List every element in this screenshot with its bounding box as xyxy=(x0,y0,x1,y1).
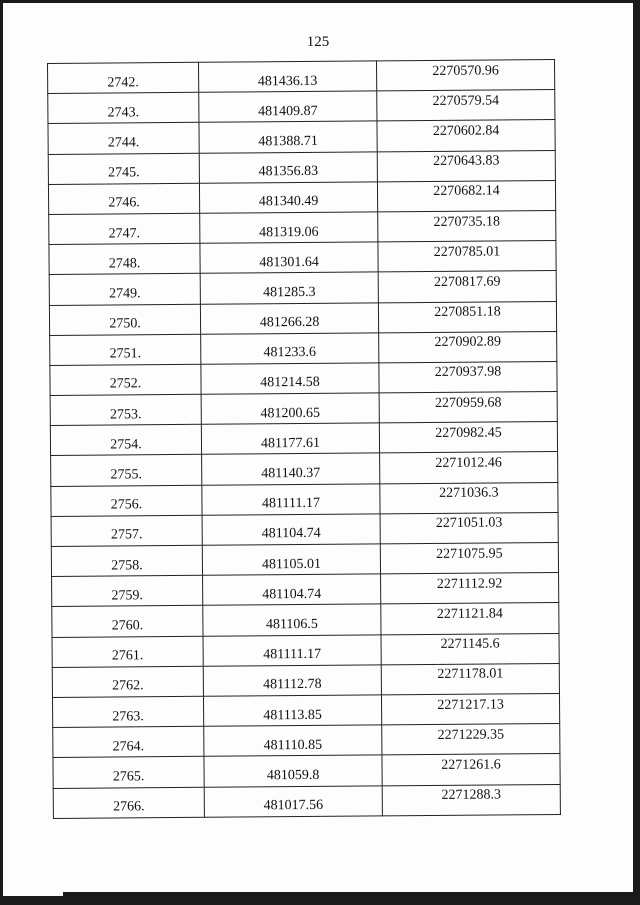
y-coordinate-text: 2271261.6 xyxy=(441,757,501,773)
point-number-cell xyxy=(51,515,202,546)
x-coordinate-cell xyxy=(202,544,380,576)
table-row xyxy=(52,573,559,607)
y-coordinate-cell xyxy=(382,724,560,756)
point-number-cell xyxy=(50,394,201,425)
point-number-text: 2748. xyxy=(108,255,141,272)
table-row xyxy=(48,90,555,124)
y-coordinate-cell xyxy=(378,271,556,303)
x-coordinate-text: 481266.28 xyxy=(259,314,320,331)
point-number-text: 2764. xyxy=(112,738,145,755)
x-coordinate-cell xyxy=(198,61,376,93)
y-coordinate-text: 2270982.45 xyxy=(435,425,502,441)
table-row xyxy=(48,60,555,94)
point-number-text: 2756. xyxy=(110,497,143,513)
page-number: 125 xyxy=(306,34,330,50)
x-coordinate-cell xyxy=(201,393,379,425)
y-coordinate-cell xyxy=(377,120,555,152)
document-page xyxy=(3,3,633,896)
y-coordinate-text: 2270817.69 xyxy=(433,274,501,290)
y-coordinate-cell xyxy=(381,663,559,695)
point-number-text: 2760. xyxy=(111,618,144,634)
y-coordinate-text: 2271145.6 xyxy=(440,636,500,653)
x-coordinate-cell xyxy=(199,182,377,214)
x-coordinate-text: 481112.78 xyxy=(263,677,322,693)
x-coordinate-text: 481177.61 xyxy=(260,435,321,452)
x-coordinate-text: 481104.74 xyxy=(262,586,322,603)
y-coordinate-text: 2270785.01 xyxy=(433,244,501,260)
point-number-cell xyxy=(52,696,203,727)
point-number-text: 2753. xyxy=(109,406,142,423)
y-coordinate-text: 2270682.14 xyxy=(433,183,500,200)
point-number-text: 2749. xyxy=(109,286,141,302)
y-coordinate-text: 2271229.35 xyxy=(437,727,505,743)
x-coordinate-text: 481200.65 xyxy=(260,405,321,421)
x-coordinate-text: 481340.49 xyxy=(258,194,319,210)
point-number-cell xyxy=(48,92,199,123)
y-coordinate-text: 2270735.18 xyxy=(433,213,501,230)
point-number-cell xyxy=(50,334,201,365)
y-coordinate-cell xyxy=(381,603,559,635)
point-number-cell xyxy=(50,364,201,395)
coordinates-table-wrapper xyxy=(47,59,561,819)
table-row xyxy=(52,603,559,637)
y-coordinate-text: 2270602.84 xyxy=(432,123,500,139)
y-coordinate-cell xyxy=(380,542,558,574)
y-coordinate-text: 2271288.3 xyxy=(441,787,502,804)
table-row xyxy=(49,271,556,305)
point-number-text: 2751. xyxy=(109,346,142,362)
table-row xyxy=(50,392,557,426)
x-coordinate-cell xyxy=(202,484,380,516)
y-coordinate-text: 2270643.83 xyxy=(432,153,500,170)
y-coordinate-text: 2270851.18 xyxy=(434,304,501,321)
y-coordinate-cell xyxy=(379,361,557,393)
point-number-cell xyxy=(52,636,203,667)
table-row xyxy=(53,724,560,758)
table-row xyxy=(53,754,560,788)
point-number-text: 2766. xyxy=(113,799,145,815)
y-coordinate-text: 2270570.96 xyxy=(432,63,499,79)
x-coordinate-cell xyxy=(203,574,381,606)
point-number-text: 2758. xyxy=(111,557,143,574)
table-row xyxy=(51,542,558,576)
point-number-text: 2761. xyxy=(111,648,144,664)
point-number-text: 2742. xyxy=(107,74,139,91)
x-coordinate-text: 481105.01 xyxy=(261,556,321,572)
table-row xyxy=(48,180,555,214)
coordinates-table xyxy=(47,59,561,819)
point-number-text: 2743. xyxy=(107,105,140,121)
table-row xyxy=(53,784,560,818)
coordinates-table-body xyxy=(48,60,561,819)
point-number-cell xyxy=(48,153,199,184)
x-coordinate-cell xyxy=(202,453,380,485)
y-coordinate-cell xyxy=(381,693,559,725)
x-coordinate-cell xyxy=(201,333,379,365)
table-row xyxy=(48,150,555,184)
point-number-text: 2765. xyxy=(112,769,145,785)
y-coordinate-cell xyxy=(381,633,559,665)
point-number-cell xyxy=(51,545,202,576)
point-number-text: 2745. xyxy=(108,165,140,181)
point-number-cell xyxy=(48,183,199,214)
point-number-cell xyxy=(52,666,203,697)
y-coordinate-text: 2270937.98 xyxy=(434,364,502,381)
point-number-text: 2744. xyxy=(107,135,140,151)
point-number-cell xyxy=(49,213,200,244)
point-number-text: 2746. xyxy=(108,195,140,211)
y-coordinate-text: 2270902.89 xyxy=(434,334,502,351)
x-coordinate-text: 481106.5 xyxy=(265,616,318,633)
table-row xyxy=(52,663,559,697)
x-coordinate-text: 481356.83 xyxy=(258,164,319,180)
point-number-text: 2762. xyxy=(112,678,144,694)
y-coordinate-cell xyxy=(378,210,556,242)
point-number-cell xyxy=(52,575,203,606)
y-coordinate-text: 2271075.95 xyxy=(436,546,503,562)
x-coordinate-text: 481285.3 xyxy=(263,284,316,301)
point-number-cell xyxy=(48,62,199,93)
table-row xyxy=(50,422,557,456)
point-number-text: 2759. xyxy=(111,588,143,604)
x-coordinate-text: 481110.85 xyxy=(263,737,323,754)
point-number-cell xyxy=(50,425,201,456)
table-row xyxy=(49,210,556,244)
table-row xyxy=(48,120,555,154)
point-number-text: 2752. xyxy=(109,376,142,392)
point-number-cell xyxy=(51,455,202,486)
point-number-cell xyxy=(49,274,200,305)
x-coordinate-cell xyxy=(204,785,382,817)
y-coordinate-cell xyxy=(378,301,556,333)
x-coordinate-cell xyxy=(203,634,381,666)
y-coordinate-text: 2271178.01 xyxy=(437,666,504,683)
y-coordinate-text: 2271121.84 xyxy=(436,606,503,622)
point-number-cell xyxy=(53,757,204,788)
x-coordinate-cell xyxy=(203,695,381,727)
x-coordinate-cell xyxy=(200,272,378,304)
table-row xyxy=(51,482,558,516)
x-coordinate-cell xyxy=(200,212,378,244)
y-coordinate-text: 2271217.13 xyxy=(437,696,504,713)
x-coordinate-cell xyxy=(200,242,378,274)
point-number-cell xyxy=(49,304,200,335)
table-row xyxy=(51,452,558,486)
point-number-cell xyxy=(49,243,200,274)
y-coordinate-text: 2271112.92 xyxy=(436,576,503,592)
y-coordinate-cell xyxy=(379,331,557,363)
x-coordinate-text: 481233.6 xyxy=(263,345,317,361)
x-coordinate-text: 481111.17 xyxy=(261,496,320,512)
y-coordinate-text: 2270579.54 xyxy=(432,93,500,109)
x-coordinate-cell xyxy=(199,91,377,123)
scan-edge-shadow xyxy=(63,892,633,896)
point-number-text: 2757. xyxy=(110,527,143,543)
point-number-cell xyxy=(51,485,202,516)
x-coordinate-text: 481319.06 xyxy=(259,224,319,240)
x-coordinate-text: 481140.37 xyxy=(261,465,321,482)
x-coordinate-text: 481113.85 xyxy=(263,707,322,723)
y-coordinate-cell xyxy=(377,90,555,122)
x-coordinate-text: 481111.17 xyxy=(263,647,322,663)
y-coordinate-text: 2271051.03 xyxy=(435,515,503,532)
x-coordinate-text: 481214.58 xyxy=(260,375,320,391)
y-coordinate-cell xyxy=(381,573,559,605)
point-number-cell xyxy=(52,606,203,637)
y-coordinate-cell xyxy=(380,482,558,514)
table-row xyxy=(49,301,556,335)
y-coordinate-cell xyxy=(376,60,554,92)
y-coordinate-cell xyxy=(378,241,556,273)
x-coordinate-text: 481017.56 xyxy=(263,797,324,814)
x-coordinate-cell xyxy=(202,514,380,546)
y-coordinate-text: 2270959.68 xyxy=(434,395,502,411)
point-number-text: 2755. xyxy=(110,467,143,483)
y-coordinate-cell xyxy=(380,512,558,544)
table-row xyxy=(52,693,559,727)
x-coordinate-cell xyxy=(200,302,378,334)
table-row xyxy=(51,512,558,546)
point-number-text: 2754. xyxy=(110,437,142,453)
point-number-cell xyxy=(53,787,204,818)
x-coordinate-cell xyxy=(203,604,381,636)
y-coordinate-text: 2271036.3 xyxy=(439,485,499,502)
x-coordinate-text: 481436.13 xyxy=(257,73,318,89)
table-row xyxy=(50,331,557,365)
point-number-text: 2763. xyxy=(112,708,144,725)
x-coordinate-cell xyxy=(201,363,379,395)
x-coordinate-cell xyxy=(199,121,377,153)
y-coordinate-cell xyxy=(382,784,560,816)
point-number-text: 2750. xyxy=(109,316,141,332)
y-coordinate-text: 2271012.46 xyxy=(435,455,502,471)
x-coordinate-text: 481104.74 xyxy=(261,526,321,542)
table-row xyxy=(52,633,559,667)
x-coordinate-cell xyxy=(204,725,382,757)
table-row xyxy=(50,361,557,395)
x-coordinate-text: 481388.71 xyxy=(258,133,318,150)
x-coordinate-cell xyxy=(204,755,382,787)
table-row xyxy=(49,241,556,275)
y-coordinate-cell xyxy=(379,392,557,424)
x-coordinate-cell xyxy=(199,151,377,183)
point-number-cell xyxy=(53,726,204,757)
y-coordinate-cell xyxy=(382,754,560,786)
x-coordinate-text: 481301.64 xyxy=(259,254,319,271)
point-number-text: 2747. xyxy=(108,225,141,242)
y-coordinate-cell xyxy=(377,150,555,182)
point-number-cell xyxy=(48,123,199,154)
y-coordinate-cell xyxy=(377,180,555,212)
x-coordinate-cell xyxy=(201,423,379,455)
x-coordinate-text: 481409.87 xyxy=(258,103,318,120)
x-coordinate-text: 481059.8 xyxy=(266,767,320,784)
y-coordinate-cell xyxy=(379,422,557,454)
x-coordinate-cell xyxy=(203,665,381,697)
y-coordinate-cell xyxy=(380,452,558,484)
